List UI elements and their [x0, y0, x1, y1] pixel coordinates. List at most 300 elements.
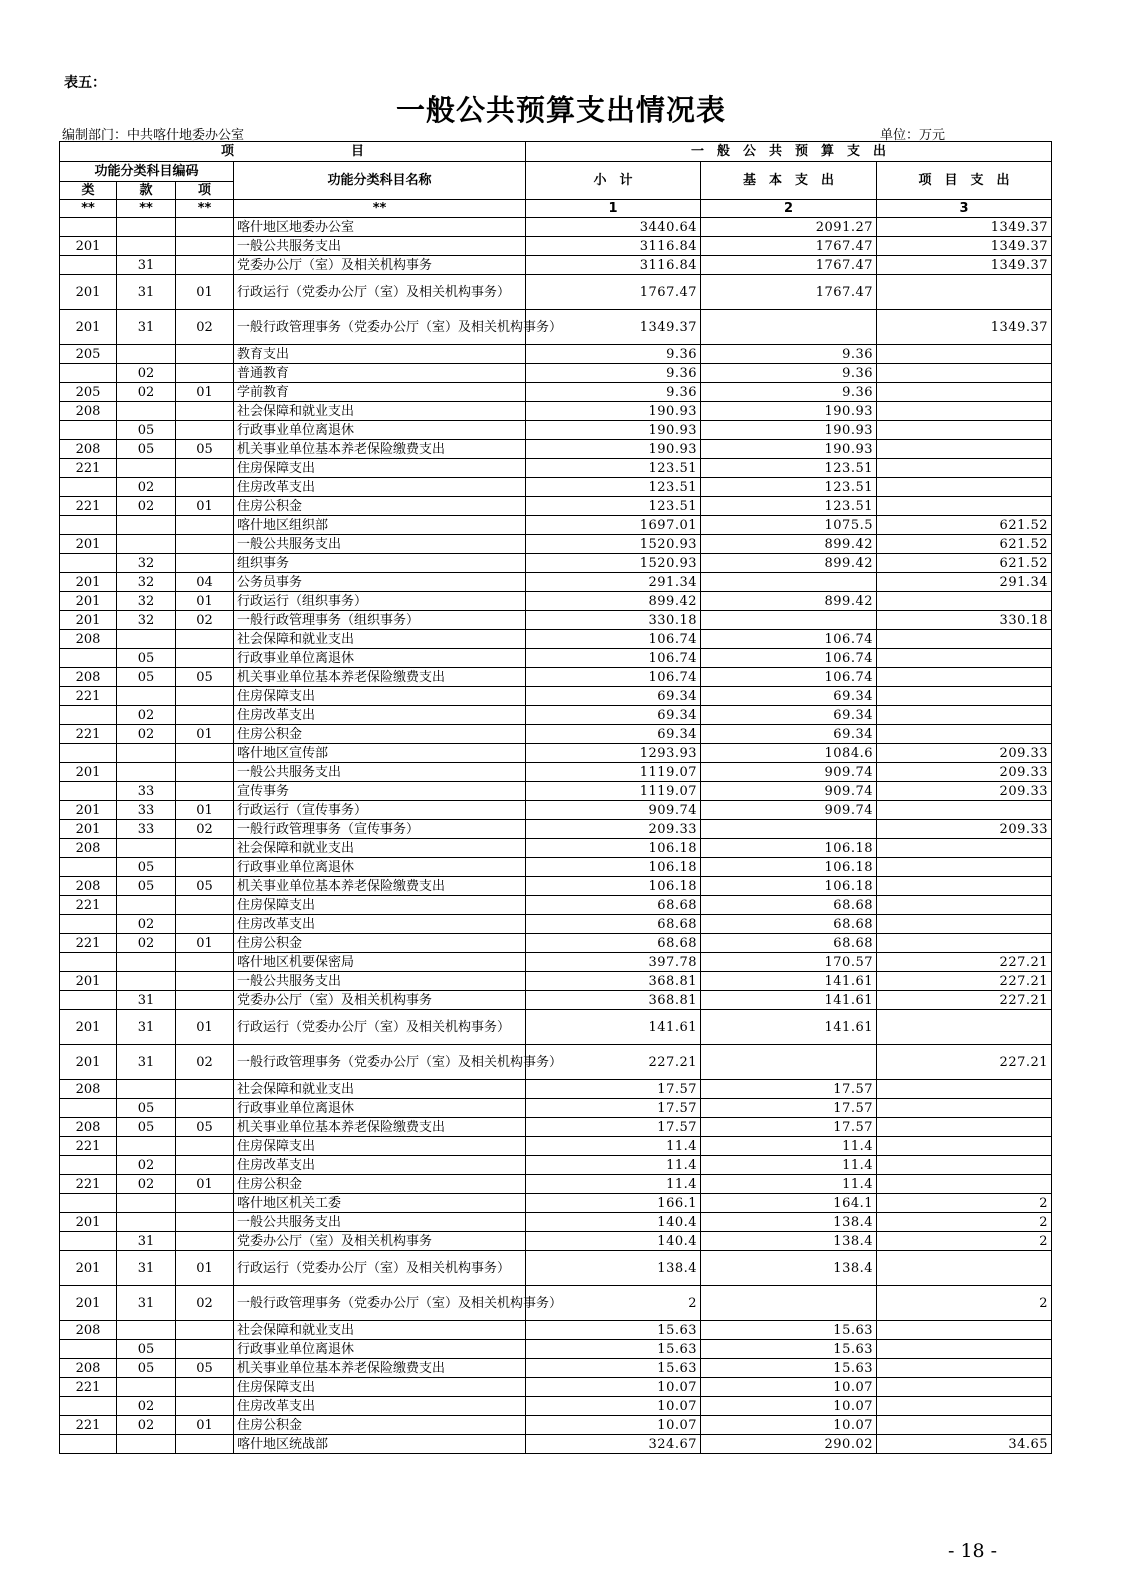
- cell-subtotal: 11.4: [526, 1156, 701, 1175]
- table-row: [60, 839, 1052, 858]
- cell-lei: 221: [60, 497, 117, 516]
- cell-xiang: 01: [176, 1251, 234, 1286]
- cell-name: 住房保障支出: [234, 687, 526, 706]
- cell-name: 公务员事务: [234, 573, 526, 592]
- cell-subtotal: 1293.93: [526, 744, 701, 763]
- cell-basic: 15.63: [701, 1359, 877, 1378]
- cell-kuan: 02: [117, 383, 176, 402]
- cell-lei: 201: [60, 611, 117, 630]
- cell-subtotal: 69.34: [526, 687, 701, 706]
- cell-kuan: [117, 630, 176, 649]
- cell-lei: 221: [60, 1378, 117, 1397]
- cell-kuan: 32: [117, 611, 176, 630]
- cell-xiang: [176, 858, 234, 877]
- cell-basic: 123.51: [701, 478, 877, 497]
- table-row: [60, 364, 1052, 383]
- cell-kuan: 02: [117, 364, 176, 383]
- cell-subtotal: 140.4: [526, 1232, 701, 1251]
- cell-project: 209.33: [877, 744, 1052, 763]
- cell-kuan: [117, 763, 176, 782]
- cell-project: [877, 934, 1052, 953]
- cell-name: 一般公共服务支出: [234, 535, 526, 554]
- cell-subtotal: 209.33: [526, 820, 701, 839]
- cell-basic: 10.07: [701, 1378, 877, 1397]
- cell-project: 227.21: [877, 953, 1052, 972]
- cell-name: 住房改革支出: [234, 478, 526, 497]
- cell-project: 227.21: [877, 991, 1052, 1010]
- cell-project: 227.21: [877, 1045, 1052, 1080]
- cell-kuan: 05: [117, 877, 176, 896]
- cell-project: [877, 592, 1052, 611]
- cell-xiang: [176, 839, 234, 858]
- cell-lei: 201: [60, 573, 117, 592]
- page-number: - 18 -: [948, 1540, 998, 1562]
- cell-subtotal: 166.1: [526, 1194, 701, 1213]
- cell-lei: [60, 1397, 117, 1416]
- cell-subtotal: 9.36: [526, 345, 701, 364]
- cell-subtotal: 1520.93: [526, 554, 701, 573]
- cell-subtotal: 68.68: [526, 896, 701, 915]
- cell-basic: 170.57: [701, 953, 877, 972]
- cell-basic: 69.34: [701, 725, 877, 744]
- cell-kuan: 02: [117, 478, 176, 497]
- table-row: [60, 649, 1052, 668]
- cell-subtotal: 1697.01: [526, 516, 701, 535]
- table-row: [60, 1194, 1052, 1213]
- cell-lei: 221: [60, 1175, 117, 1194]
- cell-subtotal: 3440.64: [526, 218, 701, 237]
- table-row: [60, 275, 1052, 310]
- cell-xiang: [176, 763, 234, 782]
- cell-basic: 141.61: [701, 1010, 877, 1045]
- cell-project: [877, 402, 1052, 421]
- cell-name: 住房保障支出: [234, 1378, 526, 1397]
- table-row: [60, 744, 1052, 763]
- cell-project: [877, 877, 1052, 896]
- cell-subtotal: 15.63: [526, 1359, 701, 1378]
- cell-subtotal: 2: [526, 1286, 701, 1321]
- cell-lei: 208: [60, 630, 117, 649]
- cell-xiang: 02: [176, 310, 234, 345]
- cell-lei: 201: [60, 310, 117, 345]
- header-kuan: 款: [117, 182, 176, 200]
- header-subtotal: 小 计: [526, 162, 701, 200]
- table-row: [60, 668, 1052, 687]
- table-row: [60, 1137, 1052, 1156]
- cell-kuan: [117, 218, 176, 237]
- cell-name: 组织事务: [234, 554, 526, 573]
- cell-kuan: [117, 516, 176, 535]
- cell-kuan: 31: [117, 1286, 176, 1321]
- cell-basic: 106.74: [701, 668, 877, 687]
- cell-subtotal: 106.18: [526, 839, 701, 858]
- table-body: [60, 218, 1052, 1454]
- table-row: [60, 915, 1052, 934]
- cell-kuan: 05: [117, 1340, 176, 1359]
- cell-project: 2: [877, 1213, 1052, 1232]
- unit-label: 单位：万元: [880, 128, 946, 143]
- cell-lei: 201: [60, 1251, 117, 1286]
- cell-name: 住房公积金: [234, 1175, 526, 1194]
- cell-name: 机关事业单位基本养老保险缴费支出: [234, 440, 526, 459]
- cell-lei: [60, 218, 117, 237]
- cell-xiang: 01: [176, 1416, 234, 1435]
- cell-xiang: [176, 237, 234, 256]
- cell-project: [877, 421, 1052, 440]
- cell-subtotal: 123.51: [526, 459, 701, 478]
- cell-basic: 17.57: [701, 1118, 877, 1137]
- cell-lei: [60, 256, 117, 275]
- cell-kuan: 02: [117, 725, 176, 744]
- cell-basic: 10.07: [701, 1397, 877, 1416]
- cell-subtotal: 3116.84: [526, 237, 701, 256]
- cell-project: [877, 1397, 1052, 1416]
- cell-subtotal: 368.81: [526, 972, 701, 991]
- cell-lei: [60, 706, 117, 725]
- cell-xiang: 02: [176, 1045, 234, 1080]
- cell-kuan: [117, 237, 176, 256]
- cell-xiang: [176, 478, 234, 497]
- cell-name: 一般公共服务支出: [234, 237, 526, 256]
- table-row: [60, 1232, 1052, 1251]
- table-row: [60, 820, 1052, 839]
- cell-kuan: 32: [117, 554, 176, 573]
- cell-project: [877, 1251, 1052, 1286]
- cell-project: [877, 1118, 1052, 1137]
- cell-basic: 138.4: [701, 1232, 877, 1251]
- cell-basic: 123.51: [701, 497, 877, 516]
- cell-project: [877, 275, 1052, 310]
- cell-basic: 1767.47: [701, 256, 877, 275]
- cell-name: 住房改革支出: [234, 1156, 526, 1175]
- cell-subtotal: 17.57: [526, 1118, 701, 1137]
- cell-name: 机关事业单位基本养老保险缴费支出: [234, 1359, 526, 1378]
- col-index-3: 3: [877, 200, 1052, 218]
- cell-xiang: [176, 1213, 234, 1232]
- cell-kuan: [117, 402, 176, 421]
- cell-kuan: 31: [117, 1045, 176, 1080]
- compiling-department: 编制部门：中共喀什地委办公室: [62, 128, 245, 143]
- cell-name: 学前教育: [234, 383, 526, 402]
- table-row: [60, 972, 1052, 991]
- cell-basic: 9.36: [701, 383, 877, 402]
- cell-lei: [60, 364, 117, 383]
- cell-basic: 69.34: [701, 706, 877, 725]
- cell-xiang: [176, 1340, 234, 1359]
- cell-xiang: [176, 554, 234, 573]
- cell-basic: 17.57: [701, 1080, 877, 1099]
- cell-basic: 106.74: [701, 630, 877, 649]
- cell-project: 621.52: [877, 554, 1052, 573]
- cell-project: [877, 1156, 1052, 1175]
- cell-name: 住房公积金: [234, 934, 526, 953]
- table-row: [60, 1321, 1052, 1340]
- cell-kuan: 31: [117, 1232, 176, 1251]
- cell-lei: 208: [60, 402, 117, 421]
- cell-name: 住房改革支出: [234, 915, 526, 934]
- cell-lei: 221: [60, 725, 117, 744]
- marker-lei: **: [60, 200, 117, 218]
- cell-xiang: 02: [176, 611, 234, 630]
- cell-project: 1349.37: [877, 218, 1052, 237]
- cell-basic: 190.93: [701, 440, 877, 459]
- cell-subtotal: 10.07: [526, 1378, 701, 1397]
- table-row: [60, 725, 1052, 744]
- col-index-2: 2: [701, 200, 877, 218]
- cell-project: 2: [877, 1194, 1052, 1213]
- cell-lei: 201: [60, 1213, 117, 1232]
- cell-basic: 68.68: [701, 896, 877, 915]
- cell-basic: 11.4: [701, 1137, 877, 1156]
- table-row: [60, 440, 1052, 459]
- cell-subtotal: 68.68: [526, 934, 701, 953]
- header-xiang: 项: [176, 182, 234, 200]
- cell-subtotal: 10.07: [526, 1397, 701, 1416]
- cell-xiang: [176, 1378, 234, 1397]
- table-row: [60, 611, 1052, 630]
- cell-xiang: [176, 991, 234, 1010]
- cell-subtotal: 123.51: [526, 478, 701, 497]
- cell-lei: 208: [60, 1118, 117, 1137]
- cell-name: 住房保障支出: [234, 1137, 526, 1156]
- cell-basic: 1075.5: [701, 516, 877, 535]
- cell-xiang: 01: [176, 383, 234, 402]
- cell-basic: 9.36: [701, 345, 877, 364]
- table-row: [60, 478, 1052, 497]
- cell-xiang: [176, 1321, 234, 1340]
- cell-basic: 899.42: [701, 554, 877, 573]
- cell-subtotal: 141.61: [526, 1010, 701, 1045]
- cell-project: [877, 1340, 1052, 1359]
- cell-name: 行政事业单位离退休: [234, 649, 526, 668]
- cell-subtotal: 106.74: [526, 668, 701, 687]
- cell-kuan: 02: [117, 1397, 176, 1416]
- cell-xiang: [176, 535, 234, 554]
- table-row: [60, 345, 1052, 364]
- cell-project: 227.21: [877, 972, 1052, 991]
- cell-basic: 17.57: [701, 1099, 877, 1118]
- header-name: 功能分类科目名称: [234, 162, 526, 200]
- budget-table: [59, 141, 1052, 1454]
- cell-subtotal: 15.63: [526, 1321, 701, 1340]
- cell-project: 34.65: [877, 1435, 1052, 1454]
- cell-project: [877, 1359, 1052, 1378]
- cell-name: 社会保障和就业支出: [234, 839, 526, 858]
- cell-lei: 208: [60, 1321, 117, 1340]
- cell-kuan: 02: [117, 706, 176, 725]
- cell-subtotal: 11.4: [526, 1137, 701, 1156]
- cell-lei: 208: [60, 877, 117, 896]
- cell-lei: [60, 991, 117, 1010]
- table-row: [60, 877, 1052, 896]
- cell-project: [877, 345, 1052, 364]
- cell-lei: [60, 1099, 117, 1118]
- cell-project: [877, 1175, 1052, 1194]
- cell-project: [877, 1080, 1052, 1099]
- cell-kuan: [117, 687, 176, 706]
- cell-name: 一般公共服务支出: [234, 763, 526, 782]
- cell-basic: 141.61: [701, 991, 877, 1010]
- cell-subtotal: 397.78: [526, 953, 701, 972]
- table-row: [60, 953, 1052, 972]
- table-row: [60, 1175, 1052, 1194]
- cell-subtotal: 190.93: [526, 402, 701, 421]
- cell-lei: [60, 1435, 117, 1454]
- cell-xiang: [176, 1137, 234, 1156]
- cell-kuan: [117, 972, 176, 991]
- cell-basic: 123.51: [701, 459, 877, 478]
- cell-lei: [60, 421, 117, 440]
- cell-project: [877, 440, 1052, 459]
- cell-kuan: 33: [117, 801, 176, 820]
- cell-xiang: [176, 1397, 234, 1416]
- cell-kuan: [117, 744, 176, 763]
- cell-subtotal: 1119.07: [526, 782, 701, 801]
- table-row: [60, 687, 1052, 706]
- cell-basic: [701, 1286, 877, 1321]
- cell-subtotal: 11.4: [526, 1175, 701, 1194]
- table-row: [60, 237, 1052, 256]
- cell-kuan: 32: [117, 573, 176, 592]
- cell-kuan: 02: [117, 497, 176, 516]
- cell-basic: 138.4: [701, 1251, 877, 1286]
- cell-name: 住房改革支出: [234, 706, 526, 725]
- cell-project: [877, 478, 1052, 497]
- table-row: [60, 516, 1052, 535]
- cell-basic: 1084.6: [701, 744, 877, 763]
- cell-project: [877, 630, 1052, 649]
- cell-kuan: [117, 953, 176, 972]
- cell-basic: 2091.27: [701, 218, 877, 237]
- table-row: [60, 310, 1052, 345]
- cell-name: 行政运行（宣传事务）: [234, 801, 526, 820]
- table-row: [60, 1397, 1052, 1416]
- cell-xiang: 01: [176, 725, 234, 744]
- cell-name: 社会保障和就业支出: [234, 630, 526, 649]
- cell-kuan: 33: [117, 820, 176, 839]
- header-lei: 类: [60, 182, 117, 200]
- cell-xiang: [176, 1232, 234, 1251]
- cell-project: [877, 1137, 1052, 1156]
- cell-lei: [60, 478, 117, 497]
- cell-xiang: [176, 1156, 234, 1175]
- cell-project: [877, 725, 1052, 744]
- table-row: [60, 1099, 1052, 1118]
- cell-subtotal: 10.07: [526, 1416, 701, 1435]
- cell-kuan: [117, 1378, 176, 1397]
- cell-name: 一般公共服务支出: [234, 972, 526, 991]
- cell-xiang: [176, 630, 234, 649]
- cell-kuan: 05: [117, 421, 176, 440]
- table-row: [60, 1435, 1052, 1454]
- table-row: [60, 1045, 1052, 1080]
- cell-lei: 205: [60, 383, 117, 402]
- cell-xiang: 01: [176, 592, 234, 611]
- cell-subtotal: 17.57: [526, 1080, 701, 1099]
- cell-kuan: [117, 1137, 176, 1156]
- cell-kuan: [117, 1213, 176, 1232]
- cell-lei: [60, 554, 117, 573]
- cell-basic: 15.63: [701, 1340, 877, 1359]
- header-code-group: 功能分类科目编码: [60, 162, 234, 182]
- cell-kuan: 05: [117, 649, 176, 668]
- header-item: 项 目: [60, 142, 526, 162]
- cell-xiang: [176, 953, 234, 972]
- cell-name: 喀什地区统战部: [234, 1435, 526, 1454]
- cell-project: 209.33: [877, 763, 1052, 782]
- table-row: [60, 706, 1052, 725]
- cell-subtotal: 9.36: [526, 364, 701, 383]
- cell-name: 住房公积金: [234, 725, 526, 744]
- cell-name: 机关事业单位基本养老保险缴费支出: [234, 668, 526, 687]
- cell-project: [877, 706, 1052, 725]
- cell-basic: 9.36: [701, 364, 877, 383]
- cell-lei: 221: [60, 1416, 117, 1435]
- cell-lei: 208: [60, 668, 117, 687]
- cell-lei: 208: [60, 440, 117, 459]
- cell-xiang: 05: [176, 877, 234, 896]
- cell-xiang: [176, 687, 234, 706]
- cell-xiang: 05: [176, 1359, 234, 1378]
- cell-basic: 909.74: [701, 801, 877, 820]
- cell-subtotal: 324.67: [526, 1435, 701, 1454]
- cell-basic: 11.4: [701, 1156, 877, 1175]
- cell-lei: 201: [60, 275, 117, 310]
- cell-basic: 68.68: [701, 915, 877, 934]
- cell-name: 喀什地区组织部: [234, 516, 526, 535]
- cell-kuan: [117, 1435, 176, 1454]
- cell-name: 机关事业单位基本养老保险缴费支出: [234, 877, 526, 896]
- cell-basic: [701, 1045, 877, 1080]
- cell-project: 1349.37: [877, 310, 1052, 345]
- cell-name: 一般行政管理事务（党委办公厅（室）及相关机构事务）: [234, 1286, 526, 1321]
- cell-name: 行政事业单位离退休: [234, 421, 526, 440]
- cell-kuan: 02: [117, 1175, 176, 1194]
- cell-project: [877, 858, 1052, 877]
- header-project: 项 目 支 出: [877, 162, 1052, 200]
- cell-lei: [60, 1194, 117, 1213]
- cell-name: 喀什地区宣传部: [234, 744, 526, 763]
- cell-project: 2: [877, 1232, 1052, 1251]
- page-title: 一般公共预算支出情况表: [395, 93, 726, 127]
- cell-project: [877, 649, 1052, 668]
- cell-name: 行政运行（党委办公厅（室）及相关机构事务）: [234, 275, 526, 310]
- cell-kuan: 02: [117, 1416, 176, 1435]
- cell-basic: 909.74: [701, 782, 877, 801]
- cell-lei: [60, 782, 117, 801]
- marker-kuan: **: [117, 200, 176, 218]
- table-row: [60, 630, 1052, 649]
- cell-basic: 106.18: [701, 858, 877, 877]
- table-row: [60, 858, 1052, 877]
- cell-name: 行政事业单位离退休: [234, 858, 526, 877]
- cell-xiang: [176, 972, 234, 991]
- cell-lei: [60, 1232, 117, 1251]
- cell-lei: [60, 858, 117, 877]
- table-row: [60, 991, 1052, 1010]
- table-row: [60, 421, 1052, 440]
- cell-name: 住房改革支出: [234, 1397, 526, 1416]
- table-row: [60, 1251, 1052, 1286]
- cell-basic: 106.74: [701, 649, 877, 668]
- table-row: [60, 1010, 1052, 1045]
- cell-kuan: 31: [117, 991, 176, 1010]
- cell-xiang: [176, 915, 234, 934]
- cell-subtotal: 69.34: [526, 706, 701, 725]
- cell-xiang: 01: [176, 1175, 234, 1194]
- cell-basic: 290.02: [701, 1435, 877, 1454]
- cell-subtotal: 106.74: [526, 649, 701, 668]
